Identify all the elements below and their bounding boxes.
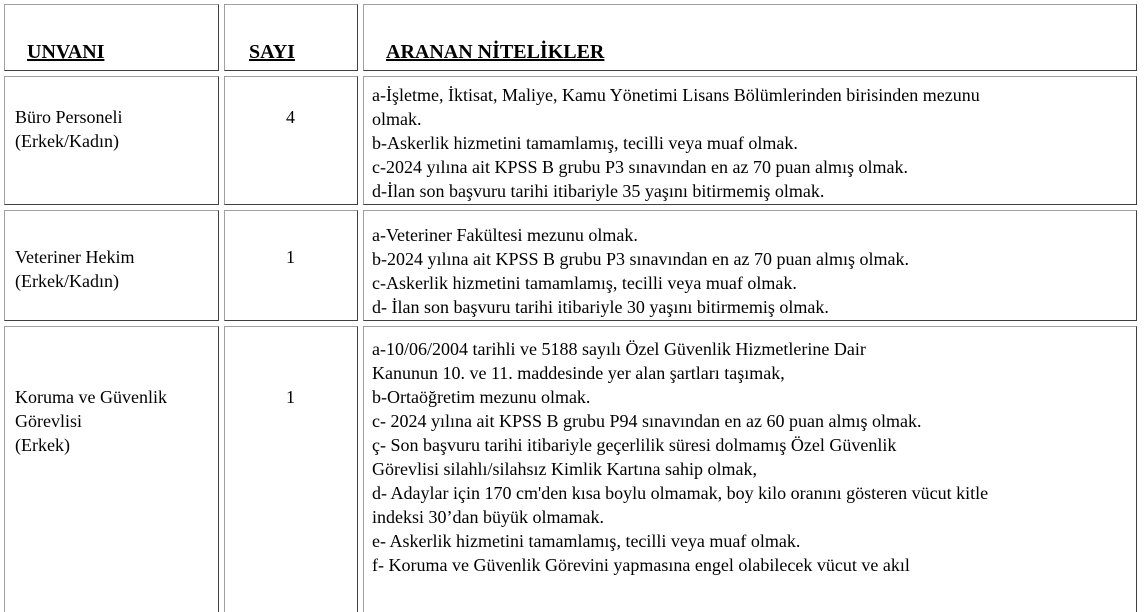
- position-title-line: (Erkek): [15, 435, 70, 455]
- position-title: [15, 245, 134, 293]
- requirement-line: ç- Son başvuru tarihi itibariyle geçerlilik süresi dolmamış Özel Güvenlik: [372, 435, 897, 455]
- position-title-line: Veteriner Hekim: [15, 247, 135, 267]
- requirement-line: b-Askerlik hizmetini tamamlamış, tecilli veya muaf olmak.: [372, 133, 798, 153]
- table-row-3-count-cell: [224, 326, 358, 612]
- table-row-2-title-cell: [4, 210, 219, 321]
- requirement-line: Kanunun 10. ve 11. maddesinde yer alan şartları taşımak,: [372, 363, 785, 383]
- requirements-list: [372, 223, 1130, 319]
- header-sayi: SAYI: [249, 41, 295, 63]
- position-count: 1: [286, 247, 295, 267]
- table-row-1-count-cell: [224, 76, 358, 205]
- table-row-1-requirements-cell: [363, 76, 1137, 205]
- requirement-line: olmak.: [372, 109, 422, 129]
- header-cell-nitelikler: [363, 4, 1137, 71]
- position-title: [15, 385, 167, 457]
- requirement-line: c- 2024 yılına ait KPSS B grubu P94 sınavından en az 60 puan almış olmak.: [372, 411, 922, 431]
- position-title-line: Koruma ve Güvenlik: [15, 387, 167, 407]
- table-row-1-title-cell: [4, 76, 219, 205]
- table-row-2-count-cell: [224, 210, 358, 321]
- position-title-line: (Erkek/Kadın): [15, 271, 119, 291]
- requirement-line: d- Adaylar için 170 cm'den kısa boylu olmamak, boy kilo oranını gösteren vücut kitle: [372, 483, 989, 503]
- requirement-line: d-İlan son başvuru tarihi itibariyle 35 yaşını bitirmemiş olmak.: [372, 181, 825, 201]
- header-nitelikler: ARANAN NİTELİKLER: [386, 41, 605, 63]
- requirement-line: Görevlisi silahlı/silahsız Kimlik Kartına sahip olmak,: [372, 459, 757, 479]
- position-title: [15, 105, 123, 153]
- position-count: 4: [286, 107, 295, 127]
- position-title-line: (Erkek/Kadın): [15, 131, 119, 151]
- requirement-line: c-Askerlik hizmetini tamamlamış, tecilli veya muaf olmak.: [372, 273, 797, 293]
- position-title-line: Büro Personeli: [15, 107, 123, 127]
- requirement-line: a-Veteriner Fakültesi mezunu olmak.: [372, 225, 638, 245]
- position-title-line: Görevlisi: [15, 411, 82, 431]
- requirements-list: [372, 337, 1130, 577]
- requirement-line: b-2024 yılına ait KPSS B grubu P3 sınavından en az 70 puan almış olmak.: [372, 249, 909, 269]
- table-row-3-title-cell: [4, 326, 219, 612]
- header-cell-sayi: [224, 4, 358, 71]
- requirement-line: a-10/06/2004 tarihli ve 5188 sayılı Özel Güvenlik Hizmetlerine Dair: [372, 339, 866, 359]
- requirement-line: indeksi 30’dan büyük olmamak.: [372, 507, 604, 527]
- requirement-line: d- İlan son başvuru tarihi itibariyle 30 yaşını bitirmemiş olmak.: [372, 297, 829, 317]
- requirement-line: c-2024 yılına ait KPSS B grubu P3 sınavından en az 70 puan almış olmak.: [372, 157, 908, 177]
- requirement-line: a-İşletme, İktisat, Maliye, Kamu Yönetimi Lisans Bölümlerinden birisinden mezunu: [372, 85, 980, 105]
- header-cell-unvani: [4, 4, 219, 71]
- requirement-line: e- Askerlik hizmetini tamamlamış, tecilli veya muaf olmak.: [372, 531, 801, 551]
- position-count: 1: [286, 387, 295, 407]
- requirement-line: b-Ortaöğretim mezunu olmak.: [372, 387, 591, 407]
- table-row-2-requirements-cell: [363, 210, 1137, 321]
- header-unvani: UNVANI: [27, 41, 105, 63]
- table-row-3-requirements-cell: [363, 326, 1137, 612]
- requirement-line: f- Koruma ve Güvenlik Görevini yapmasına engel olabilecek vücut ve akıl: [372, 555, 910, 575]
- requirements-list: [372, 83, 1130, 203]
